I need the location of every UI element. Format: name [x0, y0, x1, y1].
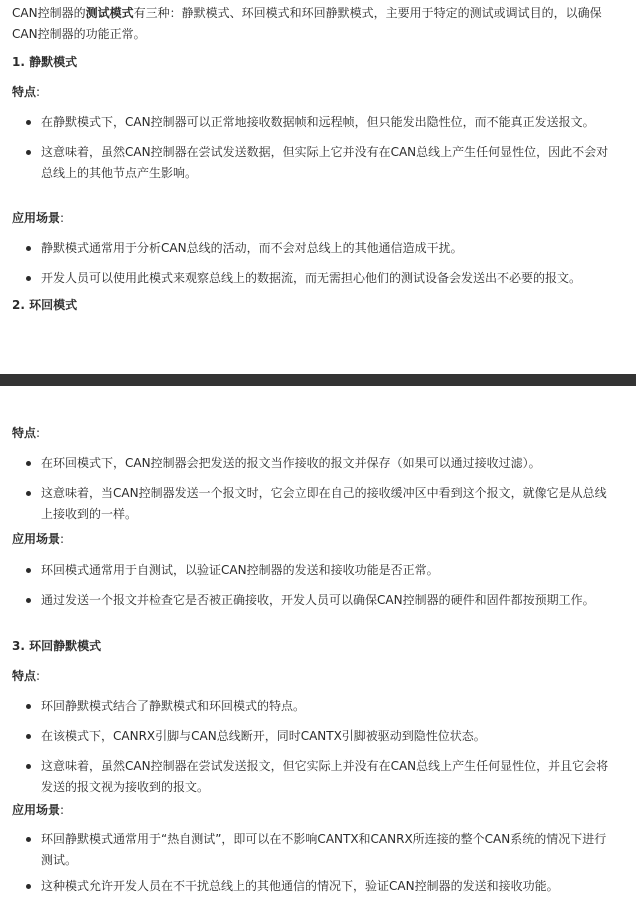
list-item: 在静默模式下，CAN控制器可以正常地接收数据帧和远程帧，但只能发出隐性位，而不能真正发送报文。	[0, 112, 636, 133]
list-item: 在该模式下，CANRX引脚与CAN总线断开，同时CANTX引脚被驱动到隐性位状态。	[0, 726, 636, 747]
section-1-usage-label	[12, 208, 64, 229]
features-label-text: 特点	[12, 669, 37, 683]
list-item: 这种模式允许开发人员在不干扰总线上的其他通信的情况下，验证CAN控制器的发送和接收功能。	[0, 876, 636, 897]
list-item: 这意味着，虽然CAN控制器在尝试发送报文，但它实际上并没有在CAN总线上产生任何显性位，并且它会将发送的报文视为接收到的报文。	[0, 756, 636, 798]
intro-text-post: 有三种：静默模式、环回模式和环回静默模式，主要用于特定的测试或调试目的，以确保CAN控制器的功能正常。	[12, 6, 602, 41]
label-colon: :	[60, 803, 65, 817]
section-2-features-list	[0, 453, 636, 525]
list-item: 静默模式通常用于分析CAN总线的活动，而不会对总线上的其他通信造成干扰。	[0, 238, 636, 259]
label-colon: :	[36, 426, 41, 440]
section-1-usage-list	[0, 238, 636, 289]
section-3-title: 3. 环回静默模式	[12, 639, 102, 653]
features-label-text: 特点	[12, 426, 37, 440]
section-3-features-label	[12, 666, 40, 687]
list-item: 环回静默模式通常用于“热自测试”，即可以在不影响CANTX和CANRX所连接的整个CAN系统的情况下进行测试。	[0, 829, 636, 871]
label-colon: :	[60, 532, 65, 546]
list-item: 开发人员可以使用此模式来观察总线上的数据流，而无需担心他们的测试设备会发送出不必要的报文。	[0, 268, 636, 289]
page-divider	[0, 374, 636, 386]
section-3-usage-label	[12, 800, 64, 821]
intro-text-bold: 测试模式	[85, 6, 134, 20]
list-item: 环回静默模式结合了静默模式和环回模式的特点。	[0, 696, 636, 717]
intro-paragraph	[12, 3, 612, 45]
list-item: 在环回模式下，CAN控制器会把发送的报文当作接收的报文并保存（如果可以通过接收过滤）。	[0, 453, 636, 474]
list-item: 环回模式通常用于自测试，以验证CAN控制器的发送和接收功能是否正常。	[0, 560, 636, 581]
label-colon: :	[60, 211, 65, 225]
label-colon: :	[36, 85, 41, 99]
section-2-title: 2. 环回模式	[12, 298, 78, 312]
section-3-usage-list	[0, 829, 636, 897]
section-2-usage-list	[0, 560, 636, 611]
section-2-features-label	[12, 423, 40, 444]
intro-text-pre: CAN控制器的	[12, 6, 86, 20]
list-item: 这意味着，虽然CAN控制器在尝试发送数据，但实际上它并没有在CAN总线上产生任何显性位，因此不会对总线上的其他节点产生影响。	[0, 142, 636, 184]
usage-label-text: 应用场景	[12, 803, 61, 817]
features-label-text: 特点	[12, 85, 37, 99]
usage-label-text: 应用场景	[12, 211, 61, 225]
section-2-usage-label	[12, 529, 64, 550]
section-3-features-list	[0, 696, 636, 798]
label-colon: :	[36, 669, 41, 683]
section-1-features-label	[12, 82, 40, 103]
section-1-features-list	[0, 112, 636, 184]
usage-label-text: 应用场景	[12, 532, 61, 546]
section-1-title: 1. 静默模式	[12, 55, 78, 69]
list-item: 这意味着，当CAN控制器发送一个报文时，它会立即在自己的接收缓冲区中看到这个报文，就像它是从总线上接收到的一样。	[0, 483, 636, 525]
list-item: 通过发送一个报文并检查它是否被正确接收，开发人员可以确保CAN控制器的硬件和固件都按预期工作。	[0, 590, 636, 611]
